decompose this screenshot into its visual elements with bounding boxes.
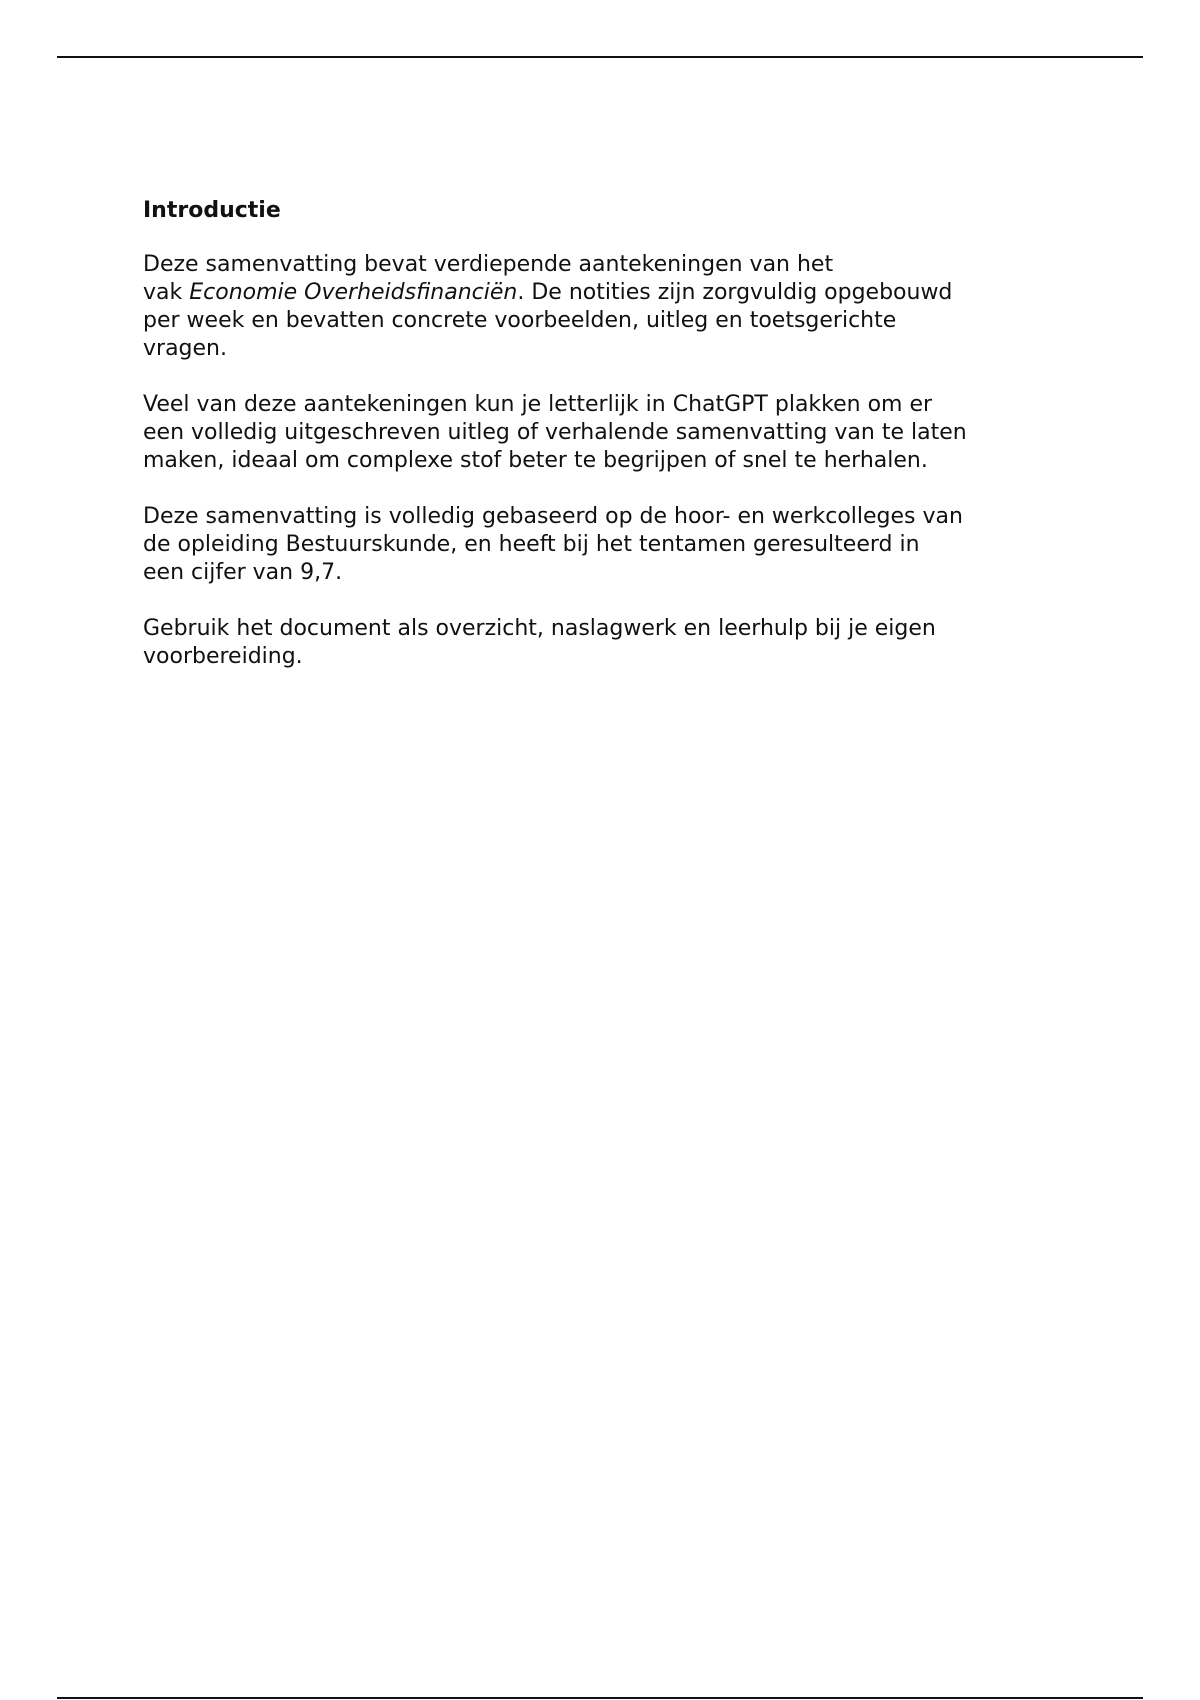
paragraph-intro-text-after: . De notities zijn zorgvuldig opgebouwd per week en bevatten concrete voorbeelden, uitleg en toetsgerichte vragen. <box>143 280 953 362</box>
document-body <box>143 198 1063 699</box>
header-rule <box>57 56 1143 58</box>
footer-rule <box>57 1697 1143 1699</box>
course-name: Economie Overheidsfinanciën <box>189 280 518 306</box>
paragraph-intro-text-before: Deze samenvatting bevat verdiepende aantekeningen van het vak <box>143 252 834 306</box>
paragraph-usage: Gebruik het document als overzicht, naslagwerk en leerhulp bij je eigen voorbereiding. <box>143 616 936 670</box>
paragraph-intro <box>143 251 1063 363</box>
section-heading: Introductie <box>143 198 281 223</box>
paragraph-chatgpt: Veel van deze aantekeningen kun je letterlijk in ChatGPT plakken om er een volledig uitgeschreven uitleg of verhalende samenvatting van te laten maken, ideaal om complexe stof beter te begrijpen of snel te herhalen. <box>143 392 967 474</box>
paragraph-source: Deze samenvatting is volledig gebaseerd op de hoor- en werkcolleges van de opleiding Bestuurskunde, en heeft bij het tentamen geresulteerd in een cijfer van 9,7. <box>143 504 963 586</box>
